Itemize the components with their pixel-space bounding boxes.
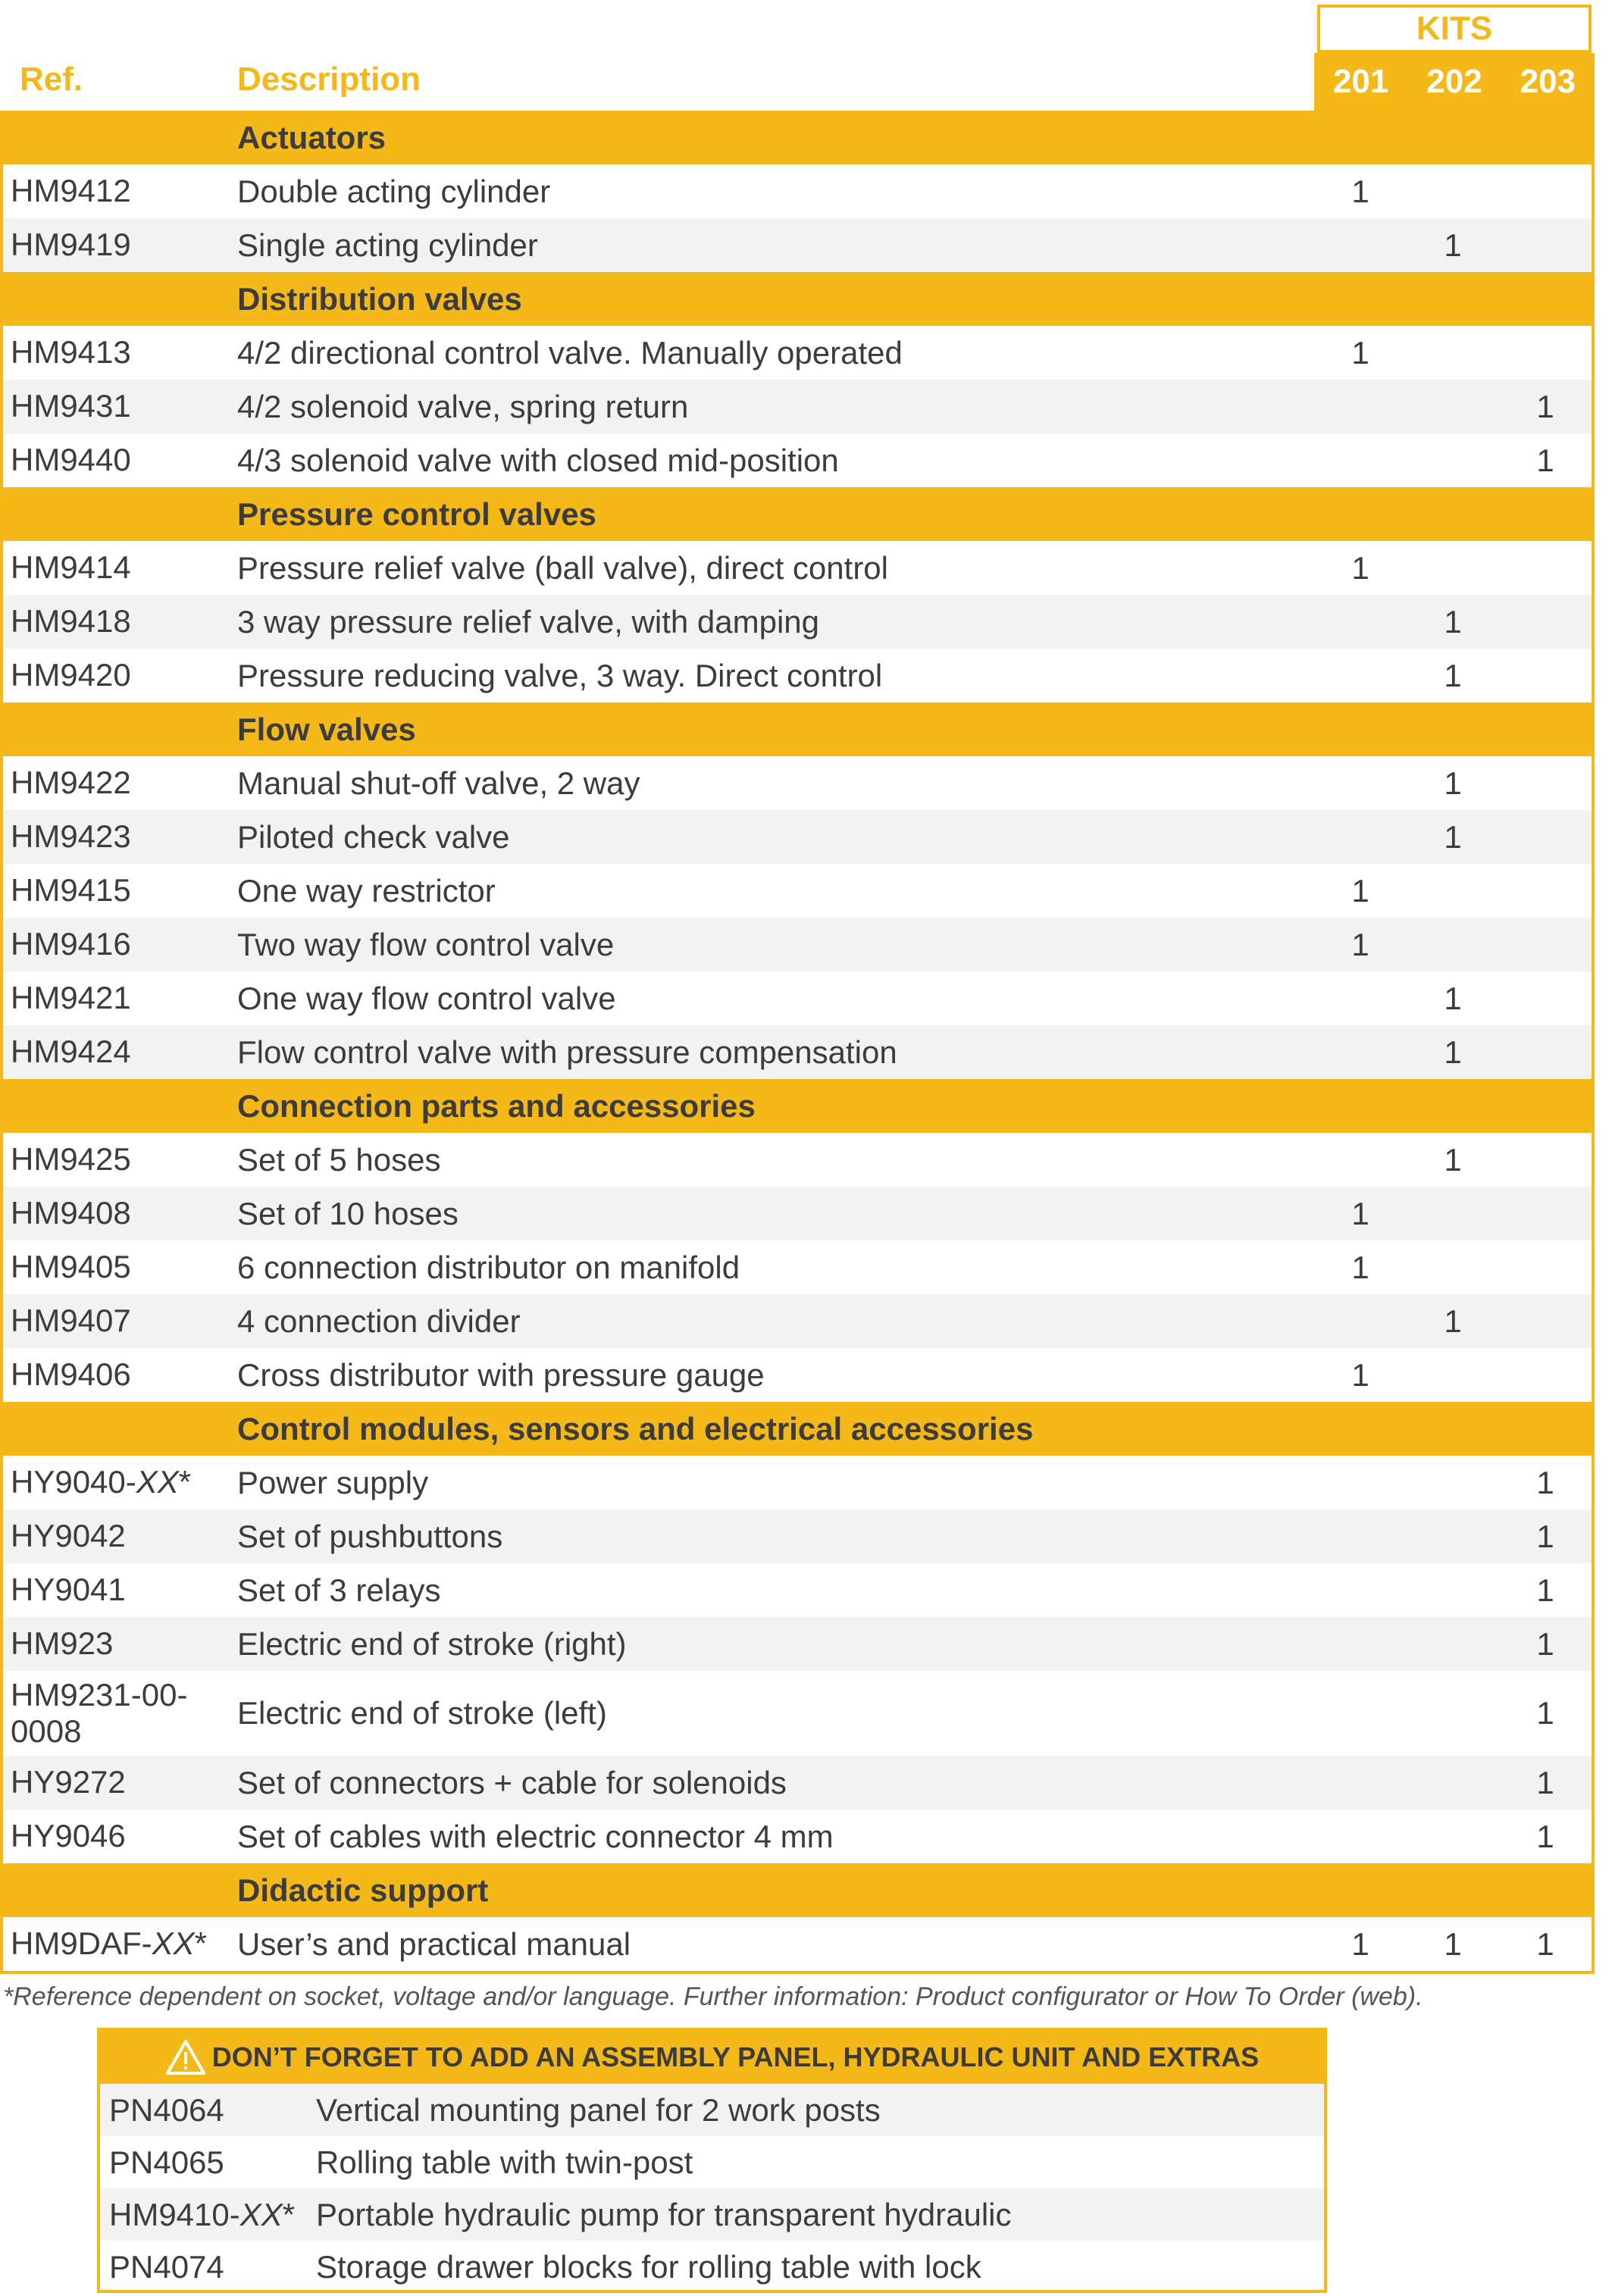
ref-code: HM9414 [11, 549, 131, 586]
kit-203-qty: 1 [1536, 442, 1554, 478]
kit-203-qty: 1 [1536, 1625, 1554, 1662]
warning-icon [165, 2039, 206, 2075]
ref-cell [3, 334, 237, 371]
extras-row [100, 2084, 1324, 2136]
table-row [3, 971, 1592, 1025]
kit-202-qty: 1 [1444, 227, 1462, 263]
ref-cell [3, 442, 237, 478]
description-cell: Electric end of stroke (right) [237, 1625, 627, 1662]
kit-201-header: 201 [1332, 63, 1389, 100]
table-row [3, 433, 1592, 487]
table-row [3, 218, 1592, 272]
description-cell: Power supply [237, 1464, 429, 1500]
kit-201-qty: 1 [1351, 334, 1369, 371]
description-cell: One way restrictor [237, 872, 496, 909]
table-row [3, 326, 1592, 380]
ref-code: HM9424 [11, 1034, 131, 1070]
extras-description: Rolling table with twin-post [316, 2144, 693, 2180]
extras-header [100, 2031, 1324, 2084]
ref-code: HM9431 [11, 388, 131, 424]
description-cell: Set of pushbuttons [237, 1518, 503, 1554]
category-row [3, 1863, 1592, 1917]
table-row [3, 1025, 1592, 1079]
kit-201-qty: 1 [1351, 173, 1369, 209]
kit-203-qty: 1 [1536, 1464, 1554, 1500]
table-row [3, 595, 1592, 649]
ref-code: HY9040- [11, 1464, 136, 1500]
table-row [3, 1348, 1592, 1402]
ref-cell [3, 603, 237, 640]
description-cell: Set of cables with electric connector 4 mm [237, 1818, 834, 1854]
ref-cell [3, 980, 237, 1016]
table-row [3, 756, 1592, 810]
category-title: Didactic support [237, 1872, 489, 1908]
ref-cell [3, 1925, 237, 1962]
ref-cell [100, 2144, 316, 2181]
ref-cell [100, 2197, 316, 2233]
kit-202-qty: 1 [1444, 765, 1462, 801]
ref-cell [3, 657, 237, 693]
kit-203-qty: 1 [1536, 1695, 1554, 1731]
category-row [3, 111, 1592, 164]
description-cell: 4/2 solenoid valve, spring return [237, 388, 689, 424]
table-row [3, 1509, 1592, 1563]
description-cell: 4 connection divider [237, 1303, 521, 1339]
table-row [3, 649, 1592, 702]
category-title: Control modules, sensors and electrical accessories [237, 1410, 1034, 1447]
table-row [3, 1617, 1592, 1671]
kit-202-header: 202 [1426, 63, 1482, 100]
ref-cell [3, 1677, 237, 1750]
description-cell: Pressure reducing valve, 3 way. Direct control [237, 657, 883, 693]
kit-203-qty: 1 [1536, 1572, 1554, 1608]
description-cell: Pressure relief valve (ball valve), direct control [237, 549, 888, 586]
category-title: Pressure control valves [237, 496, 596, 532]
table-row [3, 380, 1592, 433]
description-cell: Piloted check valve [237, 818, 510, 855]
ref-code: HM9421 [11, 980, 131, 1016]
ref-cell [3, 1249, 237, 1285]
description-cell: User’s and practical manual [237, 1925, 631, 1962]
description-cell: 4/3 solenoid valve with closed mid-position [237, 442, 839, 478]
category-title: Connection parts and accessories [237, 1087, 756, 1124]
ref-cell [3, 818, 237, 855]
ref-variant: XX [136, 1464, 179, 1500]
category-row [3, 272, 1592, 326]
extras-description: Vertical mounting panel for 2 work posts [316, 2091, 881, 2128]
ref-cell [3, 1141, 237, 1178]
ref-code: HM9418 [11, 603, 131, 640]
ref-cell [3, 1303, 237, 1339]
kit-201-qty: 1 [1351, 1195, 1369, 1231]
description-cell: Two way flow control valve [237, 926, 615, 962]
kit-202-qty: 1 [1444, 818, 1462, 855]
extras-list [100, 2084, 1324, 2293]
ref-code: HM9410- [109, 2196, 240, 2232]
description-cell: Set of 5 hoses [237, 1141, 441, 1178]
ref-cell [3, 1356, 237, 1393]
ref-cell [3, 1518, 237, 1554]
description-cell: Set of 10 hoses [237, 1195, 459, 1231]
ref-code: PN4074 [109, 2248, 224, 2285]
ref-code: HM9407 [11, 1303, 131, 1339]
kit-201-qty: 1 [1351, 926, 1369, 962]
kits-header: KITS [1317, 5, 1592, 53]
ref-variant: XX [152, 1925, 195, 1962]
table-row [3, 1756, 1592, 1810]
ref-code: HM9425 [11, 1141, 131, 1178]
kit-201-qty: 1 [1351, 1249, 1369, 1285]
kit-202-qty: 1 [1444, 603, 1462, 640]
ref-code: PN4064 [109, 2091, 224, 2128]
ref-code: HM9231-00-0008 [11, 1676, 188, 1749]
table-row [3, 1917, 1592, 1971]
ref-cell [3, 227, 237, 263]
ref-cell [3, 173, 237, 209]
ref-variant: XX [239, 2196, 283, 2232]
kit-202-qty: 1 [1444, 1141, 1462, 1178]
extras-description: Storage drawer blocks for rolling table with lock [316, 2248, 981, 2285]
description-cell: Set of 3 relays [237, 1572, 441, 1608]
ref-cell [3, 388, 237, 424]
ref-footnote-mark: * [282, 2196, 296, 2232]
description-cell: 3 way pressure relief valve, with damping [237, 603, 820, 640]
extras-description: Portable hydraulic pump for transparent hydraulic [316, 2196, 1012, 2232]
category-row [3, 1402, 1592, 1456]
extras-row [100, 2241, 1324, 2293]
category-title: Distribution valves [237, 280, 522, 317]
table-row [3, 810, 1592, 864]
ref-code: HM9422 [11, 765, 131, 801]
table-row [3, 541, 1592, 595]
table-row [3, 1187, 1592, 1240]
ref-cell [3, 549, 237, 586]
ref-cell [3, 765, 237, 801]
extras-row [100, 2188, 1324, 2241]
ref-code: HY9042 [11, 1518, 126, 1554]
description-cell: Set of connectors + cable for solenoids [237, 1764, 787, 1800]
description-column-header: Description [237, 61, 421, 98]
ref-code: HM9416 [11, 926, 131, 962]
description-cell: 6 connection distributor on manifold [237, 1249, 740, 1285]
extras-row [100, 2136, 1324, 2188]
description-cell: 4/2 directional control valve. Manually operated [237, 334, 903, 371]
description-cell: Electric end of stroke (left) [237, 1695, 607, 1731]
ref-cell [100, 2092, 316, 2129]
ref-code: HY9041 [11, 1572, 126, 1608]
kit-202-qty: 1 [1444, 980, 1462, 1016]
kit-202-qty: 1 [1444, 1303, 1462, 1339]
kit-201-qty: 1 [1351, 1356, 1369, 1393]
ref-code: HM9406 [11, 1356, 131, 1393]
table-row [3, 918, 1592, 971]
ref-code: HM9405 [11, 1249, 131, 1285]
kit-201-qty: 1 [1351, 872, 1369, 909]
ref-code: HM9420 [11, 657, 131, 693]
ref-code: HM923 [11, 1625, 114, 1662]
ref-code: HM9413 [11, 334, 131, 371]
category-title: Actuators [237, 119, 387, 155]
ref-code: HM9408 [11, 1195, 131, 1231]
kit-203-qty: 1 [1536, 1764, 1554, 1800]
ref-code: HM9419 [11, 227, 131, 263]
table-row [3, 1810, 1592, 1863]
description-cell: Double acting cylinder [237, 173, 551, 209]
kit-202-qty: 1 [1444, 657, 1462, 693]
kit-201-qty: 1 [1351, 1925, 1369, 1962]
footnote: *Reference dependent on socket, voltage and/or language. Further information: Product configurator or How To Order (web). [3, 1982, 1423, 2011]
description-cell: Single acting cylinder [237, 227, 538, 263]
components-table [0, 111, 1595, 1974]
ref-cell [3, 1625, 237, 1662]
ref-cell [100, 2249, 316, 2285]
category-title: Flow valves [237, 711, 416, 747]
category-row [3, 487, 1592, 541]
ref-cell [3, 1195, 237, 1231]
ref-code: HY9046 [11, 1818, 126, 1854]
description-cell: One way flow control valve [237, 980, 616, 1016]
table-row [3, 1294, 1592, 1348]
kit-202-qty: 1 [1444, 1034, 1462, 1070]
table-row [3, 164, 1592, 218]
ref-code: HM9423 [11, 818, 131, 855]
ref-cell [3, 1034, 237, 1070]
ref-code: PN4065 [109, 2144, 224, 2180]
ref-cell [3, 1818, 237, 1854]
ref-cell [3, 872, 237, 909]
ref-footnote-mark: * [178, 1464, 192, 1500]
category-row [3, 702, 1592, 756]
ref-cell [3, 926, 237, 962]
extras-title: DON’T FORGET TO ADD AN ASSEMBLY PANEL, HYDRAULIC UNIT AND EXTRAS [211, 2041, 1260, 2072]
ref-cell [3, 1464, 237, 1500]
kit-numbers-header [1314, 53, 1595, 111]
ref-code: HM9DAF- [11, 1925, 152, 1962]
table-row [3, 1133, 1592, 1187]
extras-box [97, 2028, 1327, 2293]
ref-footnote-mark: * [194, 1925, 208, 1962]
kit-203-header: 203 [1520, 63, 1576, 100]
ref-column-header: Ref. [20, 61, 83, 98]
ref-code: HM9440 [11, 442, 131, 478]
table-row [3, 1671, 1592, 1756]
description-cell: Manual shut-off valve, 2 way [237, 765, 640, 801]
ref-code: HM9412 [11, 173, 131, 209]
ref-cell [3, 1764, 237, 1800]
ref-code: HY9272 [11, 1764, 126, 1800]
description-cell: Cross distributor with pressure gauge [237, 1356, 765, 1393]
kit-203-qty: 1 [1536, 1518, 1554, 1554]
kit-202-qty: 1 [1444, 1925, 1462, 1962]
table-row [3, 1240, 1592, 1294]
table-row [3, 1563, 1592, 1617]
category-row [3, 1079, 1592, 1133]
kit-203-qty: 1 [1536, 1925, 1554, 1962]
kit-203-qty: 1 [1536, 1818, 1554, 1854]
ref-cell [3, 1572, 237, 1608]
kit-203-qty: 1 [1536, 388, 1554, 424]
kit-201-qty: 1 [1351, 549, 1369, 586]
table-row [3, 864, 1592, 918]
ref-code: HM9415 [11, 872, 131, 909]
description-cell: Flow control valve with pressure compensation [237, 1034, 897, 1070]
table-row [3, 1456, 1592, 1509]
